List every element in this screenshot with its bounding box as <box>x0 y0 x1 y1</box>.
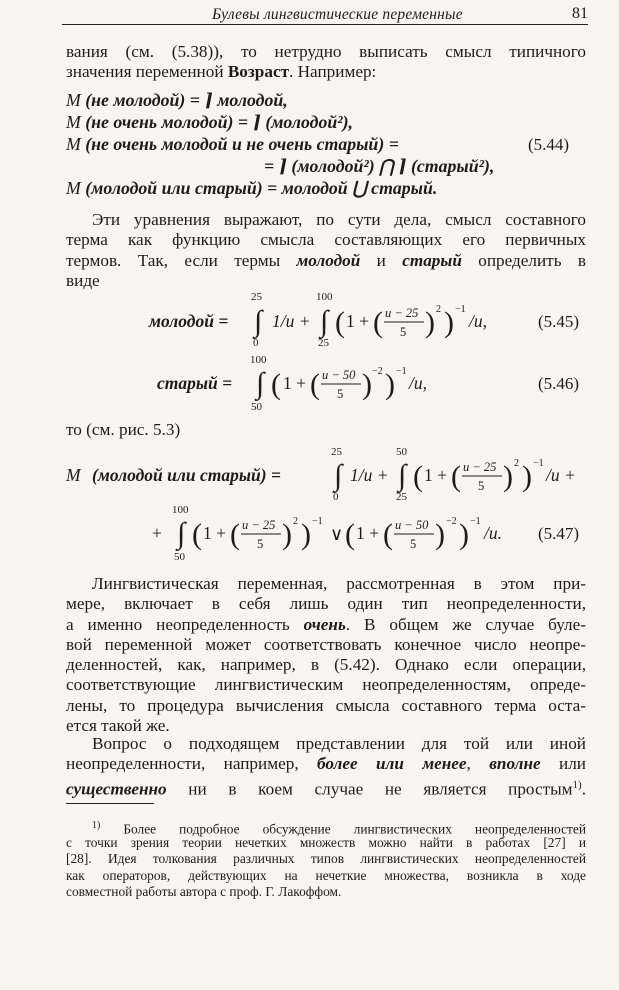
fn-line-5: совместной работы автора с проф. Г. Лакоффом. <box>66 884 342 900</box>
eq545-inner-paren-close: ) <box>425 306 435 339</box>
eq545-int1-lower: 0 <box>253 337 259 349</box>
eq546-one: 1 + <box>283 373 306 393</box>
eq546-paren-close: ) <box>385 368 395 401</box>
eq547-int2-upper: 50 <box>396 446 407 458</box>
eq547-p3-one: 1 + <box>356 523 379 543</box>
eq545-exp-outer: −1 <box>455 304 466 315</box>
eq546-exp-inner: −2 <box>372 366 383 377</box>
eq546-number: (5.46) <box>538 374 580 393</box>
p3-line-8: ется такой же. <box>66 716 170 736</box>
eq547-int2-lower: 25 <box>396 491 407 503</box>
intro-paragraph <box>66 42 586 83</box>
p4-line-1: Вопрос о подходящем представлении для той или иной <box>92 734 586 753</box>
variable-name-vozrast: Возраст <box>227 62 290 82</box>
eq546-paren-open: ( <box>271 368 281 401</box>
eq-line-4: = ⌉ (молодой²) ⋂ ⌉ (старый²), <box>264 156 495 176</box>
eq547-term1: 1/u + <box>350 465 389 485</box>
eq545-term1: 1/u + <box>272 311 311 331</box>
footnote-rule <box>66 803 154 804</box>
eq545-frac-den: 5 <box>400 325 407 339</box>
eq547-p3-inner-open: ( <box>383 518 393 551</box>
p3-line-4: вой переменной может соответствовать конечное число неопре- <box>66 634 586 654</box>
p4-line-3: существенно ни в коем случае не является простым$^{1)}$. <box>66 778 586 799</box>
p3-line-3: а именно неопределенность очень. В общем же случае буле- <box>66 614 586 634</box>
p3-line-2: мере, включает в себя лишь один тип неопределенности, <box>66 594 586 614</box>
p3-line-1: Лингвистическая переменная, рассмотренная в этом при- <box>92 574 586 593</box>
paragraph-2 <box>66 210 586 291</box>
p3-line-7: лены, то процедура вычисления смысла составного терма оста- <box>66 695 586 715</box>
equation-5-47-line-1 <box>0 444 619 508</box>
page-number: 81 <box>572 5 588 22</box>
eq547-exp3-outer: −1 <box>470 516 481 527</box>
eq547-exp-inner: 2 <box>514 458 519 469</box>
eq547-exp3-inner: −2 <box>446 516 457 527</box>
eq547-p2-close: ) <box>301 518 311 551</box>
eq547-frac2-den: 5 <box>257 537 264 551</box>
eq547-tail2: /u. <box>484 523 502 543</box>
p3-line-5: деленностей, как, например, в (5.42). Однако если операции, <box>66 655 586 675</box>
eq547-int1-upper: 25 <box>331 446 342 458</box>
paragraph-3 <box>66 574 586 736</box>
eq547-int3-upper: 100 <box>172 504 189 516</box>
paragraph-4 <box>66 734 586 799</box>
running-header <box>62 4 588 25</box>
eq547-one: 1 + <box>424 465 447 485</box>
eq545-frac-num: u − 25 <box>385 306 419 320</box>
eq546-frac-num: u − 50 <box>322 368 356 382</box>
eq547-p2-open: ( <box>192 518 202 551</box>
equation-5-46 <box>0 352 619 416</box>
eq547-frac-den: 5 <box>478 479 485 493</box>
eq545-inner-paren-open: ( <box>373 306 383 339</box>
fn-line-3: [28]. Идея толкования различных типов лингвистических неопределенностей <box>66 851 586 867</box>
eq546-frac-den: 5 <box>337 387 344 401</box>
eq547-p2-inner-close: ) <box>282 518 292 551</box>
eq545-integral-1: ∫ <box>254 305 263 338</box>
eq547-integral-1: ∫ <box>334 459 343 492</box>
header-title: Булевы лингвистические переменные <box>212 6 463 23</box>
fn-line-1: $^{1)}$ Более подробное обсуждение лингвистических неопределенностей <box>92 820 586 837</box>
eq547-frac2-num: u − 25 <box>242 518 276 532</box>
equation-5-45 <box>0 288 619 352</box>
p2-line-2: терма как функцию смысла составляющих его первичных <box>66 230 586 250</box>
eq546-inner-paren-open: ( <box>310 368 320 401</box>
eq547-inner-paren-open: ( <box>451 460 461 493</box>
eq547-frac3-num: u − 50 <box>395 518 429 532</box>
eq545-int1-upper: 25 <box>251 291 262 303</box>
eq547-paren-open: ( <box>413 460 423 493</box>
eq547-p2-one: 1 + <box>203 523 226 543</box>
eq547-number: (5.47) <box>538 524 580 543</box>
eq547-p2-inner-open: ( <box>230 518 240 551</box>
eq545-tail: /u, <box>469 311 487 331</box>
eq547-p3-inner-close: ) <box>435 518 445 551</box>
eq546-int-lower: 50 <box>251 401 262 413</box>
p2-line-1: Эти уравнения выражают, по сути дела, смысл составного <box>92 210 586 229</box>
eq545-exp-inner: 2 <box>436 304 441 315</box>
eq547-int3-lower: 50 <box>174 551 185 563</box>
eq546-tail: /u, <box>409 373 427 393</box>
eq547-frac3-den: 5 <box>410 537 417 551</box>
footnote <box>66 818 586 901</box>
eq547-p3-close: ) <box>459 518 469 551</box>
eq547-paren-close: ) <box>522 460 532 493</box>
footnote-ref: 1) <box>572 778 582 791</box>
eq-line-2: M (не очень молодой) = ⌉ (молодой²), <box>66 112 353 132</box>
eq547-m: M <box>66 465 81 485</box>
eq547-exp2-inner: 2 <box>293 516 298 527</box>
eq545-int2-upper: 100 <box>316 291 333 303</box>
eq547-vee: ∨ <box>330 524 344 544</box>
eq547-integral-3: ∫ <box>177 517 186 550</box>
eq-line-5: M (молодой или старый) = молодой ⋃ старый. <box>66 178 438 198</box>
eq547-lhs-term: (молодой или старый) = <box>92 465 281 485</box>
eq547-int1-lower: 0 <box>333 491 339 503</box>
eq-number-5-44: (5.44) <box>528 135 570 154</box>
eq545-integral-2: ∫ <box>320 305 329 338</box>
p2-line-3: термов. Так, если термы молодой и старый определить в <box>66 250 587 270</box>
eq547-integral-2: ∫ <box>398 459 407 492</box>
eq-line-1: M (не молодой) = ⌉ молодой, <box>66 90 288 110</box>
eq545-number: (5.45) <box>538 312 580 331</box>
eq545-one: 1 + <box>346 311 369 331</box>
p2-line-4: виде <box>66 270 100 290</box>
eq547-inner-paren-close: ) <box>503 460 513 493</box>
eq545-paren-close: ) <box>444 306 454 339</box>
eq545-int2-lower: 25 <box>318 337 329 349</box>
eq-line-3: M (не очень молодой и не очень старый) = <box>66 134 399 154</box>
eq546-inner-paren-close: ) <box>362 368 372 401</box>
eq545-paren-open: ( <box>335 306 345 339</box>
eq547-exp-outer: −1 <box>533 458 544 469</box>
eq547-p3-open: ( <box>345 518 355 551</box>
eq545-lhs: молодой = <box>149 311 229 331</box>
eq547-frac-num: u − 25 <box>463 460 497 474</box>
equation-5-47-line-2 <box>0 502 619 568</box>
eq547-exp2-outer: −1 <box>312 516 323 527</box>
eq546-exp-outer: −1 <box>396 366 407 377</box>
intro-line-1: вания (см. (5.38)), то нетрудно выписать смысл типичного <box>66 42 586 61</box>
eq547-tail1: /u + <box>546 465 576 485</box>
eq546-lhs: старый = <box>157 373 233 393</box>
fn-line-4: как операторов, действующих на нечеткие множества, возникла в ходе <box>66 867 586 883</box>
eq546-integral: ∫ <box>256 367 265 400</box>
eq547-plus: + <box>152 523 162 543</box>
intro-line-2: значения переменной Возраст. Например: <box>66 62 377 82</box>
see-figure-line: то (см. рис. 5.3) <box>66 420 181 439</box>
fn-line-2: с точки зрения теории нечетких множеств можно найти в работах [27] и <box>66 834 586 850</box>
eq546-int-upper: 100 <box>250 354 267 366</box>
p3-line-6: соответствующие лингвистическим неопределенностям, опреде- <box>66 675 586 695</box>
p4-line-2: неопределенности, например, более или менее, вполне или <box>66 754 586 774</box>
